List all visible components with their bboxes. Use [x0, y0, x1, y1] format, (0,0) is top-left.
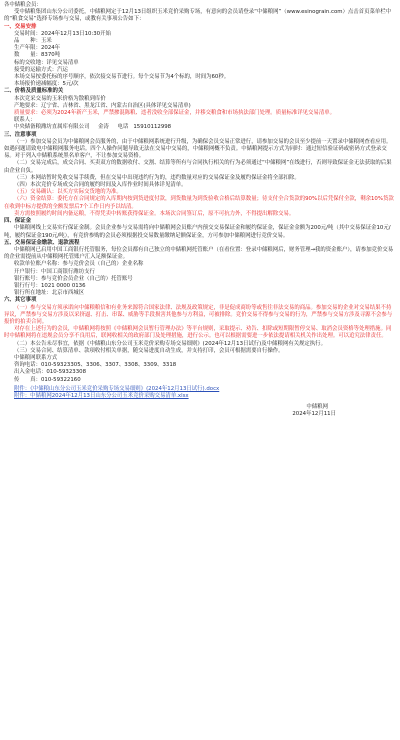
greeting: 各中储粮会员： — [4, 2, 42, 8]
transport-mode: 接受的运输方式：汽运 — [14, 66, 68, 73]
deposit-paragraph: 中储粮网线上交易实行保证金制。会员企业参与交易需将向中储粮网会员账户内预交交易保证金和履约保证金，保证金金额为200元/吨（其中交易保证金10元/吨，履约保证金190元/吨），有竞价参购的会员必须根据投交易数量缴纳足额保证金，方可参加中储粮网进行竞价交易。 — [4, 225, 391, 239]
other-documents: （三）交易合同、结算清单、款项收付相关单据，随交易进度自动生成，并支持打印，会员可根据需要自行操作。 — [14, 347, 284, 354]
signature-date: 2024年12月11日 — [292, 411, 336, 418]
price-basis: 本次竞采交易的玉米价格为散粮到库价 — [14, 95, 106, 102]
deposit-phone: 出入金电话：010-59323308 — [14, 369, 87, 376]
origin-requirement: 产地要求：辽宁省、吉林省、黑龙江省、内蒙古自治区(具体详见交易清单) — [14, 102, 191, 109]
contact-name: 金涛 — [98, 124, 109, 131]
bank-name: 开户银行：中国工商银行潍坊支行 — [14, 268, 95, 275]
trade-note-step: 本场报价递减幅度：5元/次 — [14, 81, 79, 88]
note-online-contract: （二）交易完成后，成交合同、买卖双方的数据收付、交割、结算等所有与合同执行相关的行为必须通过“中储粮网”在线进行，否则导致保证金无法获取的后果由企业自负。 — [4, 160, 392, 174]
note-confirmation: （五）交易确认：以买方实际交货地的为准。 — [14, 189, 122, 196]
note-settlement: （六）资金结算：委托方在合同规定的入库期内按到货进度付款，到货数量为到货验收合格后结算数量；待支付全合货款的90%以后凭保付全款，剩余10%货款在收到中标方提供的全额发票后7个工作日内予以结清。 — [4, 196, 394, 210]
section-other: 六、其它事项 — [4, 297, 37, 304]
note-delivery-time: （四）本次竞价专场成交合同的履约时间及入库作业时间具体详见清单。 — [14, 182, 187, 189]
contact2-title: 中储粮网联系方式 — [14, 354, 58, 361]
section-price-quality: 二、价格及质量标准的关 — [4, 88, 64, 95]
trade-time: 交易时间：2024年12月13日10:30开始 — [14, 30, 111, 37]
contact-phone: 15910112998 — [133, 124, 172, 131]
attachment-rules-link[interactable]: 附件：《中储粮山东分公司玉米竞价采购专场交易细则》(2024年12月13日试行).docx — [14, 385, 220, 392]
consult-phone: 咨询电话：010-59323305、3306、3307、3308、3309、3318 — [14, 362, 177, 369]
account-name: 收款单位账户名称：参与竞价会员（自己的）企业名称 — [14, 261, 144, 268]
contact-org: 中央储备粮潍坊直属库有限公司 — [14, 124, 90, 131]
contact-line — [4, 124, 396, 131]
section-trade-arrangement: 一、交易安排 — [4, 23, 37, 30]
custody-paragraph: 中储粮网已启用中国工商银行托管服务，每位会员都有自己独立的中储粮网托管账户（在看位置：登录中储粮网后，财务管理→我的资金账户），请参加竞价交易的企业需提前从中储粮网托管账户汇入足额保证金。 — [4, 246, 394, 261]
phone-label: 电话 — [117, 124, 129, 131]
other-compliance: （一）参与交易方须承诺向中储粮粮信和有业务来源符合国家法律、法规及政策规定，非是促成商纷等或售往非法交易的商品。参加交易的企业对交易结果不持异议，严禁参与交易方涉及以采挤逼、打击、串谋、威胁等手段损害其他参与方利益，可被排除。竞价交易不得参与交易的行为，严禁参与交易方涉及寻源不会参与报价的拍卖合同。 — [4, 304, 393, 325]
signature-org: 中储粮网 — [306, 404, 328, 411]
quantity: 数 量：8370吨 — [14, 52, 61, 59]
section-deposit: 四、保证金 — [4, 218, 31, 225]
bank-address: 银行所在地址：北京市西城区 — [14, 290, 85, 297]
section-notes: 三、注意事项 — [4, 131, 37, 138]
variety: 品 种：玉米 — [14, 38, 52, 45]
other-penalties: 对存在上述行为的会员，中储粮网将按照《中储粮网会员暂行管理办法》等平台规则，采取提示、劝告、扣除或短期限暂停交易、取消会员资格等处理措施。同时中储粮网将在违规会员分享不良用后，联网收相关的政府部门及处理措施，进行公示。也可以根据需要进一步依法提请相关机关作出处理。可以追究法律责任。 — [4, 326, 392, 340]
note-system-upgrade: （一）参加交易会员为中储粮网会员服务的，由于中储粮网系统进行升级，为确保会员交易正常进行，请参加交易的会员至少提前一天置录中储粮网查看应用。如遇问题请致电中储粮网服务电话。四个人操作问题导致无法在交易中交易的，中储粮网概不负责。中储粮网提示方式为同时：通过短信验证码或密码方式登录交易。对于列入中储粮系统黑名单客户，不让参加交易资格。 — [4, 138, 392, 160]
attachment-list-link[interactable]: 附件：中储粮网2024年12月13日山东分公司玉米竞价采购交易清单.xlsx — [14, 392, 189, 399]
section-deposit-flow: 五、交易保证金缴款、退款流程 — [4, 239, 80, 246]
bank-code: 银行行号：1021 0000 0136 — [14, 282, 86, 289]
intro-paragraph: 受中储粮集团山东分公司委托，中储粮网定于12月13日组织玉米竞价采购专场，有意向的会员请登录“中储粮网”（www.esinograin.com）点击首页菜单栏中的“粮食交易”选择专场参与交易，或教有关事项公告如下： — [4, 9, 392, 23]
note-fees: （三）本网站暂时免收交易手续费，但在交易中出现违约行为的，违约数量对应的交易保证金及履约保证金将全部扣除。 — [14, 174, 300, 181]
note-settlement-extra: 卖方需按照履约时间内备运粮，不得凭卖中转账获得保证金。本场次合同签订后，原不可抗力外，不得提出解除交易。 — [14, 210, 295, 217]
delivery-location: 标的交收地：详见交易清单 — [14, 59, 79, 66]
fax: 传 真：010-59322160 — [14, 376, 81, 383]
production-year: 生产年限：2024年 — [14, 45, 61, 52]
quality-requirement: 质量要求：必须为2024年新产玉米，严禁掺混陈粮、违者没收全部保证金，并移交粮食和市场执法部门处理。质量标准详见交易清单。 — [14, 110, 335, 117]
trade-note-order: 本场交易按委托标的序号顺序，依次接交易节进行。每个交易节为4个标的，时间为60秒。 — [14, 74, 230, 81]
other-rules: （二）本公告未尽事宜，依据《中储粮山东分公司玉米竞价采购专场交易细则》(2024年12月13日试行)及中储粮网有关规定执行。 — [14, 340, 326, 347]
bank-account: 银行账号：参与竞价会员企业（自己的）托管账号 — [14, 275, 133, 282]
contact-label: 联系人： — [14, 117, 36, 124]
